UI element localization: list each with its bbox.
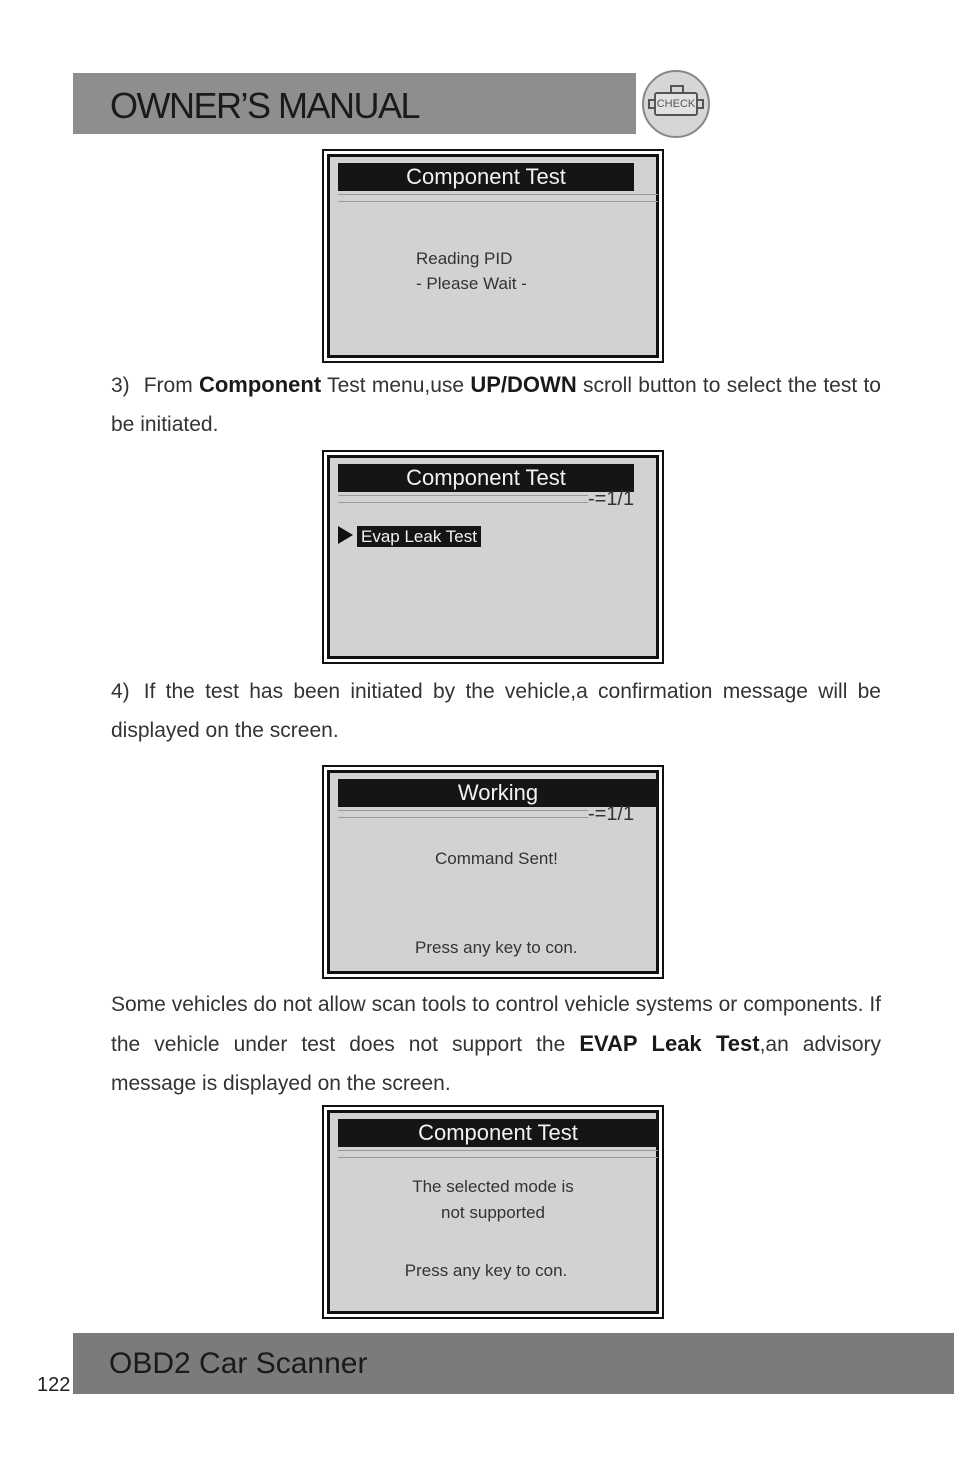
screen-line: The selected mode is [412, 1177, 574, 1196]
screen-separator [338, 194, 658, 202]
step-4-paragraph: 4) If the test has been initiated by the vehicle,a confirmation message will be displayed on the screen. [111, 680, 881, 742]
screen-title: Component Test [338, 464, 634, 492]
step-3-paragraph: 3) From Component Test menu,use UP/DOWN scroll button to select the test to be initiated. [111, 372, 881, 436]
check-label: CHECK [656, 98, 696, 110]
screen-separator [338, 495, 588, 503]
footer-title: OBD2 Car Scanner [109, 1347, 368, 1380]
selection-arrow-icon [338, 526, 353, 544]
screen-component-menu [322, 450, 664, 664]
page-indicator: -=1/1 [588, 488, 635, 510]
screen-line: Press any key to con. [404, 1261, 568, 1280]
screen-line: not supported [441, 1203, 545, 1222]
footer-bar [73, 1333, 954, 1394]
screen-title: Working [338, 779, 658, 807]
screen-separator [338, 810, 588, 818]
check-engine-icon [642, 70, 710, 138]
advisory-paragraph: Some vehicles do not allow scan tools to control vehicle systems or components. If the vehicle under test does not support the EVAP Leak Test,an advisory message is displayed on the screen. [111, 993, 881, 1095]
screen-title: Component Test [338, 163, 634, 191]
screen-reading-pid [322, 149, 664, 363]
screen-title: Component Test [338, 1119, 658, 1147]
manual-title: OWNER’S MANUAL [110, 85, 420, 126]
screen-line: - Please Wait - [416, 274, 527, 293]
step-number: 4) [111, 680, 130, 703]
menu-item-evap-leak-test[interactable]: Evap Leak Test [357, 526, 481, 547]
header-bar [73, 73, 636, 134]
screen-line: Reading PID [416, 249, 513, 268]
step-number: 3) [111, 374, 130, 397]
screen-line: Press any key to con. [415, 938, 578, 957]
page-number: 122 [37, 1374, 71, 1396]
screen-working [322, 765, 664, 979]
screen-separator [338, 1150, 658, 1158]
page-indicator: -=1/1 [588, 803, 635, 825]
screen-line: Command Sent! [435, 849, 558, 868]
screen-not-supported [322, 1105, 664, 1319]
